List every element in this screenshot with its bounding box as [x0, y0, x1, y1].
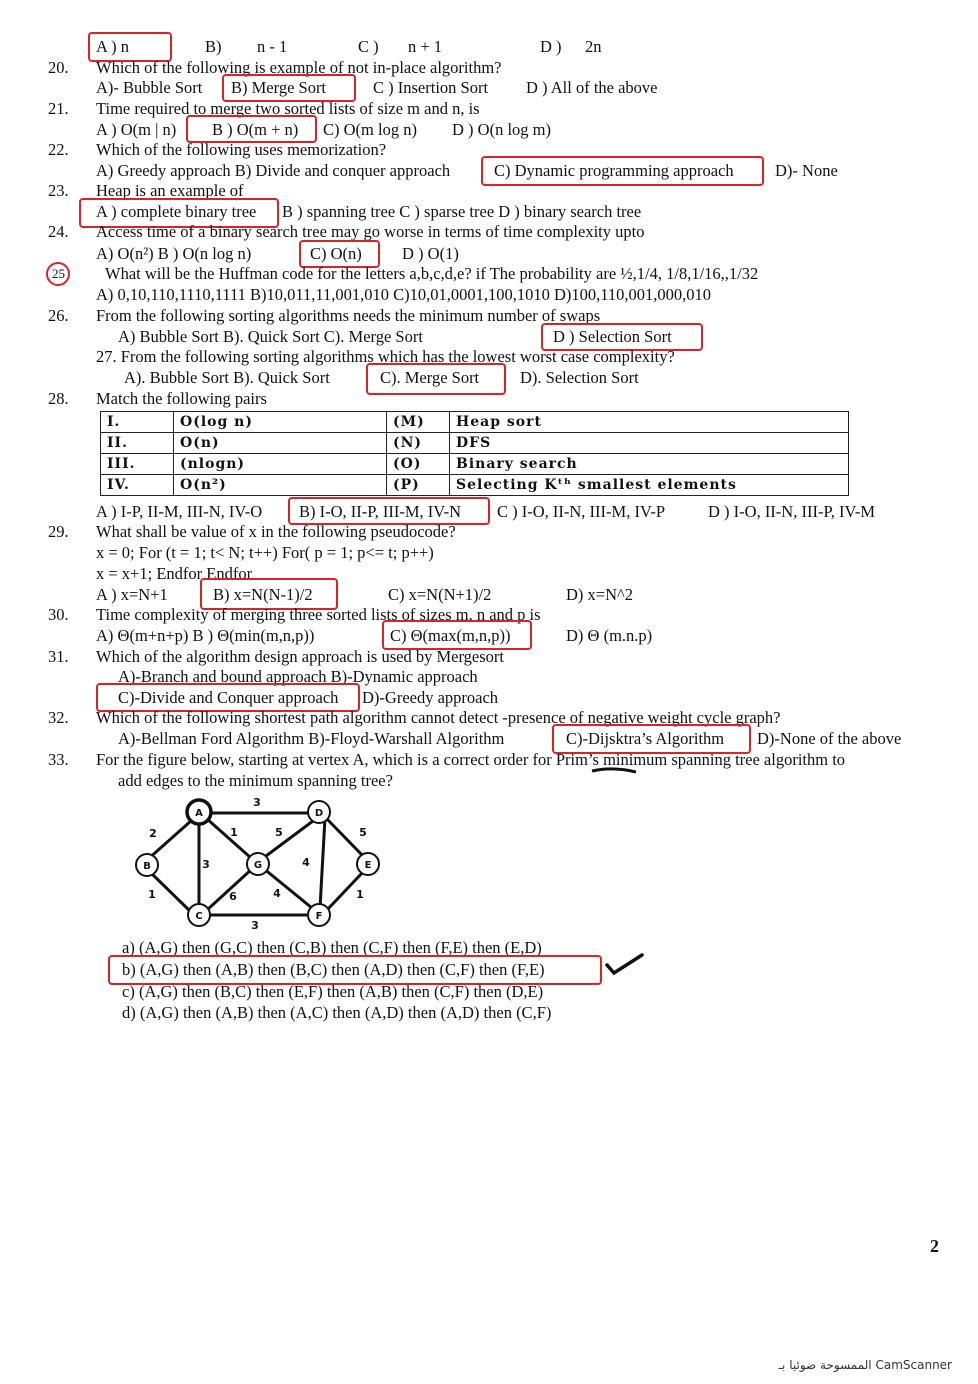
option-a: A ) complete binary tree	[96, 202, 257, 221]
question-number: 29.	[48, 522, 69, 541]
table-cell: (O)	[387, 454, 450, 475]
option-d: D) x=N^2	[566, 585, 633, 604]
underline-mark-icon	[590, 765, 640, 777]
node-label: F	[315, 911, 323, 922]
question-number: 28.	[48, 389, 69, 408]
question-number: 25	[52, 266, 65, 281]
match-table	[100, 411, 849, 496]
table-cell: (P)	[387, 475, 450, 496]
question-number: 31.	[48, 647, 69, 666]
option-a: a) (A,G) then (G,C) then (C,B) then (C,F) then (F,E) then (E,D)	[122, 938, 542, 957]
table-cell: (M)	[387, 412, 450, 433]
q19-option-b: B)	[205, 37, 222, 56]
pseudocode-line: x = 0; For (t = 1; t< N; t++) For( p = 1; p<= t; p++)	[96, 543, 434, 562]
option-a: A ) x=N+1	[96, 585, 168, 604]
question-text: Which of the following uses memorization?	[96, 140, 387, 159]
table-cell: (N)	[387, 433, 450, 454]
question-number: 23.	[48, 181, 69, 200]
q19-option-d-value: 2n	[585, 37, 602, 56]
table-row	[101, 433, 849, 454]
checkmark-icon	[604, 951, 646, 977]
circle-mark-icon	[44, 260, 72, 288]
answer-mark	[222, 74, 356, 102]
question-number: 20.	[48, 58, 69, 77]
table-cell: II.	[101, 433, 174, 454]
option-d: D)-None of the above	[757, 729, 902, 748]
question-text: Access time of a binary search tree may go worse in terms of time complexity upto	[96, 222, 645, 241]
option-a: A ) O(m | n)	[96, 120, 177, 139]
option-c: C ) Insertion Sort	[373, 78, 489, 97]
table-cell: O(n²)	[174, 475, 387, 496]
option-d: D) Θ (m.n.p)	[566, 626, 653, 645]
pseudocode-line: x = x+1; Endfor Endfor	[96, 564, 253, 583]
table-cell: IV.	[101, 475, 174, 496]
table-cell: DFS	[450, 433, 849, 454]
options: A) 0,10,110,1110,1111 B)10,011,11,001,010 C)10,01,0001,100,1010 D)100,110,001,000,010	[96, 285, 712, 304]
edge-weight: 1	[356, 888, 364, 901]
option-d: D)- None	[775, 161, 838, 180]
option-c: C ) I-O, II-N, III-M, IV-P	[497, 502, 666, 521]
option-b: B) x=N(N-1)/2	[213, 585, 313, 604]
edge-weight: 3	[253, 796, 261, 809]
graph-figure	[120, 790, 400, 940]
options-ab: A). Bubble Sort B). Quick Sort	[124, 368, 330, 387]
question-text: Match the following pairs	[96, 389, 267, 408]
options-rest: B ) spanning tree C ) sparse tree D ) binary search tree	[282, 202, 642, 221]
q19-option-c: C )	[358, 37, 379, 56]
option-b: B ) O(m + n)	[212, 120, 299, 139]
node-label: A	[195, 808, 203, 819]
question-text: Time required to merge two sorted lists of size m and n, is	[96, 99, 480, 118]
table-row	[101, 454, 849, 475]
question-number: 30.	[48, 605, 69, 624]
scanner-watermark: الممسوحة ضوئيا بـ CamScanner	[778, 1358, 952, 1372]
option-c: c) (A,G) then (B,C) then (E,F) then (A,B) then (C,F) then (D,E)	[122, 982, 544, 1001]
edge-weight: 6	[229, 890, 237, 903]
edge-weight: 2	[149, 827, 157, 840]
page-number: 2	[930, 1236, 939, 1256]
option-b: b) (A,G) then (A,B) then (B,C) then (A,D) then (C,F) then (F,E)	[122, 960, 545, 979]
option-a: A) Greedy approach B) Divide and conquer approach	[96, 161, 451, 180]
answer-mark	[382, 620, 532, 650]
edge-weight: 3	[202, 858, 210, 871]
table-cell: Selecting Kᵗʰ smallest elements	[450, 475, 849, 496]
table-cell: Heap sort	[450, 412, 849, 433]
edge-weight: 5	[359, 826, 367, 839]
question-text: From the following sorting algorithms needs the minimum number of swaps	[96, 306, 601, 325]
table-cell: O(n)	[174, 433, 387, 454]
options-ab: A) O(n²) B ) O(n log n)	[96, 244, 252, 263]
options-ab: A)-Bellman Ford Algorithm B)-Floyd-Warshall Algorithm	[118, 729, 505, 748]
option-c: C) Θ(max(m,n,p))	[390, 626, 511, 645]
option-c: C)-Divide and Conquer approach	[118, 688, 339, 707]
table-cell: I.	[101, 412, 174, 433]
option-d: d) (A,G) then (A,B) then (A,C) then (A,D) then (A,D) then (C,F)	[122, 1003, 552, 1022]
option-a: A ) I-P, II-M, III-N, IV-O	[96, 502, 263, 521]
edge-weight: 3	[251, 919, 259, 932]
edge-weight: 4	[273, 887, 281, 900]
question-text: Which of the algorithm design approach is used by Mergesort	[96, 647, 504, 666]
option-c: C)-Dijsktra’s Algorithm	[566, 729, 725, 748]
edge-weight: 1	[148, 888, 156, 901]
option-b: B) Merge Sort	[231, 78, 327, 97]
table-cell: O(log n)	[174, 412, 387, 433]
option-a: A)- Bubble Sort	[96, 78, 203, 97]
answer-mark	[108, 955, 602, 985]
question-number: 22.	[48, 140, 69, 159]
question-text: Heap is an example of	[96, 181, 244, 200]
node-label: B	[143, 861, 151, 872]
option-c: C) O(n)	[310, 244, 362, 263]
node-label: C	[195, 911, 203, 922]
question-text: Which of the following is example of not in-place algorithm?	[96, 58, 502, 77]
option-d: D ) O(n log m)	[452, 120, 551, 139]
node-label: E	[364, 860, 372, 871]
question-number: 33.	[48, 750, 69, 769]
options-abc: A) Bubble Sort B). Quick Sort C). Merge Sort	[118, 327, 423, 346]
option-b: B) I-O, II-P, III-M, IV-N	[299, 502, 462, 521]
option-d: D ) I-O, II-N, III-P, IV-M	[708, 502, 876, 521]
q19-option-a: A ) n	[96, 37, 129, 56]
question-text: 27. From the following sorting algorithms which has the lowest worst case complexity?	[96, 347, 675, 366]
option-d: D)-Greedy approach	[362, 688, 499, 707]
question-text: What will be the Huffman code for the letters a,b,c,d,e? if The probability are ½,1/4, 1/8,1/16,,1/32	[105, 264, 759, 283]
option-d: D ) Selection Sort	[553, 327, 672, 346]
table-row	[101, 412, 849, 433]
options-ab: A)-Branch and bound approach B)-Dynamic approach	[118, 667, 478, 686]
node-label: D	[314, 808, 324, 819]
q19-option-c-value: n + 1	[408, 37, 443, 56]
answer-mark	[366, 363, 506, 395]
option-d: D). Selection Sort	[520, 368, 639, 387]
question-number: 26.	[48, 306, 69, 325]
table-row	[101, 475, 849, 496]
option-d: D ) O(1)	[402, 244, 459, 263]
q19-option-d: D )	[540, 37, 562, 56]
q19-option-b-value: n - 1	[257, 37, 288, 56]
question-number: 32.	[48, 708, 69, 727]
option-c: C) O(m log n)	[323, 120, 417, 139]
question-text-continued: add edges to the minimum spanning tree?	[118, 771, 393, 790]
table-cell: III.	[101, 454, 174, 475]
question-text: What shall be value of x in the following pseudocode?	[96, 522, 456, 541]
edge-weight: 1	[230, 826, 238, 839]
option-c: C) x=N(N+1)/2	[388, 585, 492, 604]
answer-mark	[481, 156, 764, 186]
table-cell: (nlogn)	[174, 454, 387, 475]
option-c: C) Dynamic programming approach	[494, 161, 734, 180]
question-number: 21.	[48, 99, 69, 118]
options-ab: A) Θ(m+n+p) B ) Θ(min(m,n,p))	[96, 626, 315, 645]
answer-mark	[186, 115, 317, 143]
question-text: Which of the following shortest path algorithm cannot detect -presence of negative weight cycle graph?	[96, 708, 781, 727]
edge-weight: 4	[302, 856, 310, 869]
edge-weight: 5	[275, 826, 283, 839]
node-label: G	[253, 860, 263, 871]
question-text: Time complexity of merging three sorted lists of sizes m, n and p is	[96, 605, 541, 624]
option-c: C). Merge Sort	[380, 368, 480, 387]
answer-mark	[288, 497, 490, 525]
table-cell: Binary search	[450, 454, 849, 475]
option-d: D ) All of the above	[526, 78, 658, 97]
question-text: For the figure below, starting at vertex A, which is a correct order for Prim’s minimum spanning tree algorithm to	[96, 750, 846, 769]
question-number: 24.	[48, 222, 69, 241]
